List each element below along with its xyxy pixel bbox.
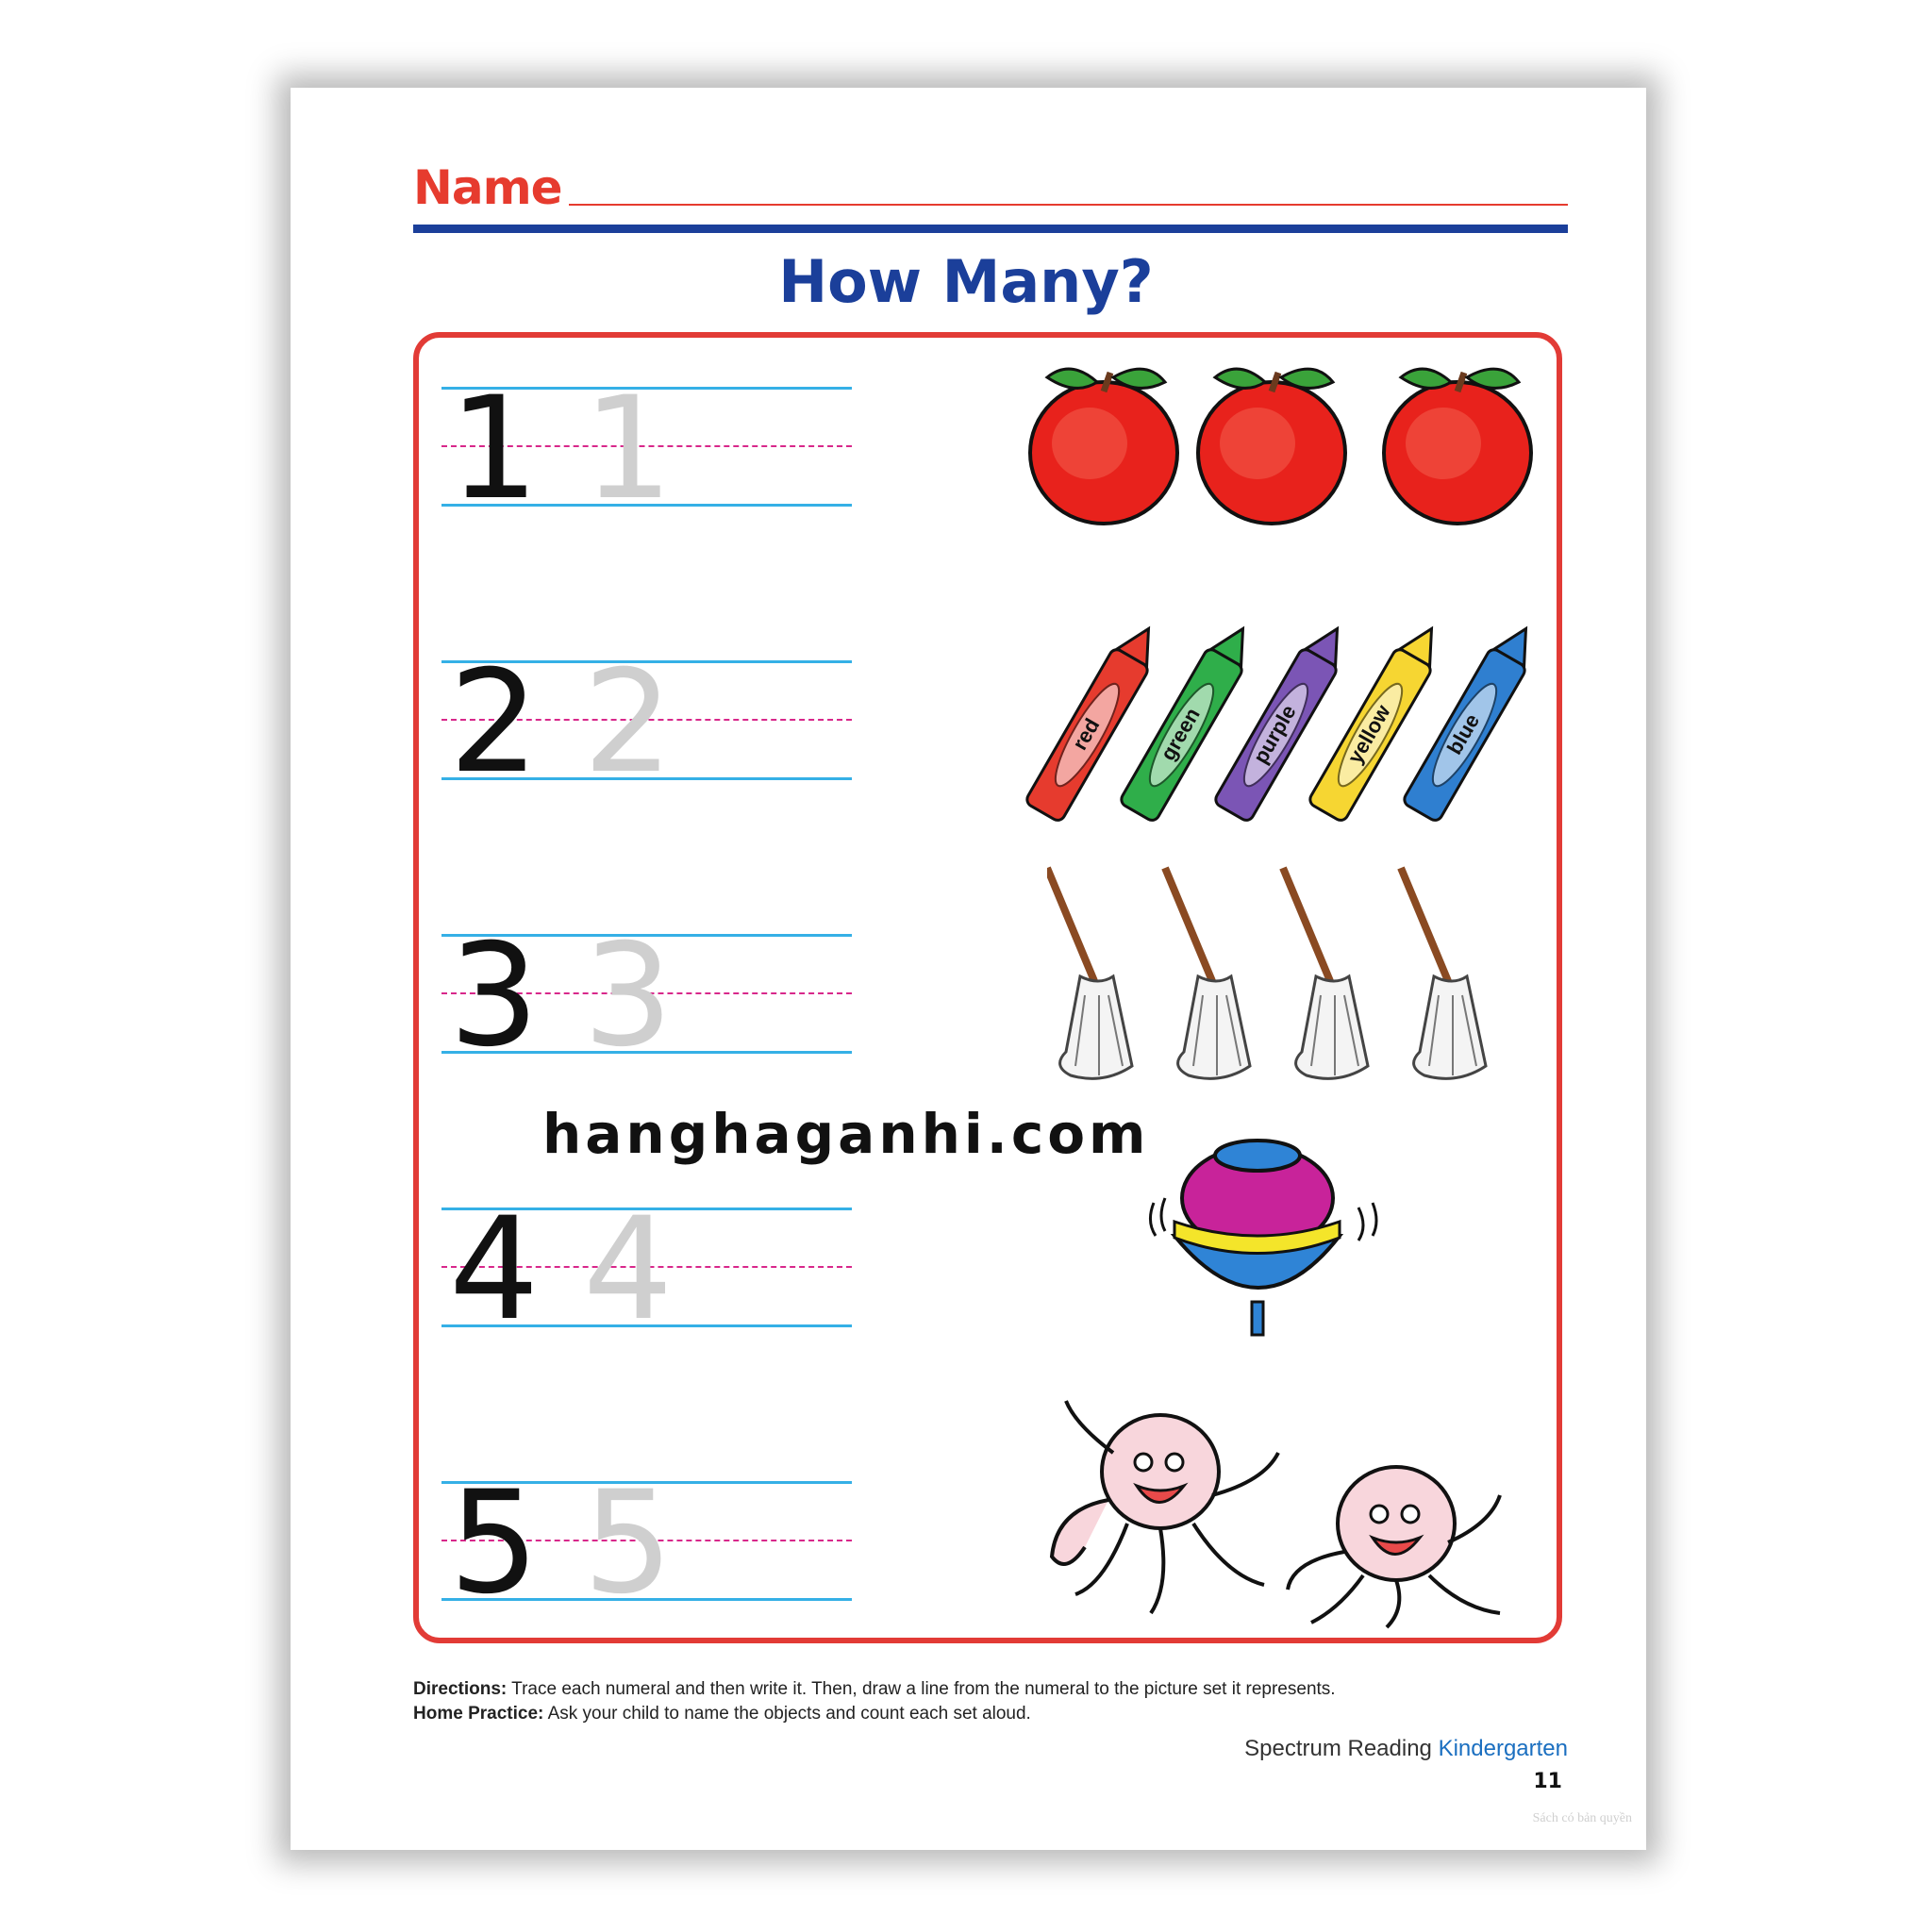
numeral-model: 1: [449, 367, 540, 531]
numeral-model: 2: [449, 641, 540, 805]
name-write-line[interactable]: [569, 204, 1568, 206]
writing-row-1[interactable]: [441, 367, 852, 531]
mop-icon: [1401, 868, 1486, 1078]
name-row: [413, 160, 1568, 236]
directions-block: [413, 1677, 1592, 1726]
header-divider: [413, 225, 1568, 233]
spinning-top-set[interactable]: [1146, 1132, 1382, 1349]
home-practice-label: Home Practice:: [413, 1704, 544, 1724]
numeral-trace[interactable]: 3: [583, 914, 674, 1078]
numeral-trace[interactable]: 2: [583, 641, 674, 805]
mop-icon: [1283, 868, 1368, 1078]
apple-set[interactable]: [1024, 354, 1552, 542]
octopus-icon: [1052, 1401, 1278, 1613]
mop-icon: [1165, 868, 1250, 1078]
apple-icon: [1384, 369, 1531, 524]
numeral-model: 3: [449, 914, 540, 1078]
writing-row-2[interactable]: [441, 641, 852, 805]
crayon-set[interactable]: [1000, 594, 1538, 830]
numeral-trace[interactable]: 5: [583, 1461, 674, 1625]
apple-icon: [1198, 369, 1345, 524]
directions-label: Directions:: [413, 1679, 508, 1699]
octopus-set[interactable]: [1038, 1396, 1547, 1632]
crayon-label: red: [1067, 714, 1105, 755]
page-number: 11: [1533, 1770, 1562, 1793]
copyright-note: Sách có bản quyền: [1532, 1811, 1632, 1825]
mop-icon: [1047, 868, 1132, 1078]
brand-accent: Kindergarten: [1438, 1736, 1568, 1761]
numeral-model: 5: [449, 1461, 540, 1625]
crayon-label: green: [1156, 704, 1205, 765]
crayon-label: blue: [1441, 709, 1485, 759]
footer-brand: [1244, 1736, 1568, 1762]
numeral-trace[interactable]: 1: [583, 367, 674, 531]
watermark-text: hanghaganhi.com: [542, 1102, 1150, 1166]
mop-set[interactable]: [1047, 863, 1538, 1094]
page-title: How Many?: [778, 247, 1154, 316]
writing-row-5[interactable]: [441, 1461, 852, 1625]
apple-icon: [1030, 369, 1177, 524]
brand-text: Spectrum Reading: [1244, 1736, 1439, 1761]
octopus-icon: [1288, 1467, 1500, 1627]
spinning-top-icon: [1150, 1141, 1376, 1335]
crayon-label: purple: [1248, 700, 1301, 768]
writing-row-4[interactable]: [441, 1188, 852, 1352]
directions-text: Trace each numeral and then write it. Then, draw a line from the numeral to the picture set it represents.: [507, 1679, 1336, 1699]
home-practice-text: Ask your child to name the objects and count each set aloud.: [543, 1704, 1031, 1724]
writing-row-3[interactable]: [441, 914, 852, 1078]
name-label: Name: [413, 160, 562, 215]
numeral-model: 4: [449, 1188, 540, 1352]
crayon-label: yellow: [1342, 700, 1395, 768]
numeral-trace[interactable]: 4: [583, 1188, 674, 1352]
